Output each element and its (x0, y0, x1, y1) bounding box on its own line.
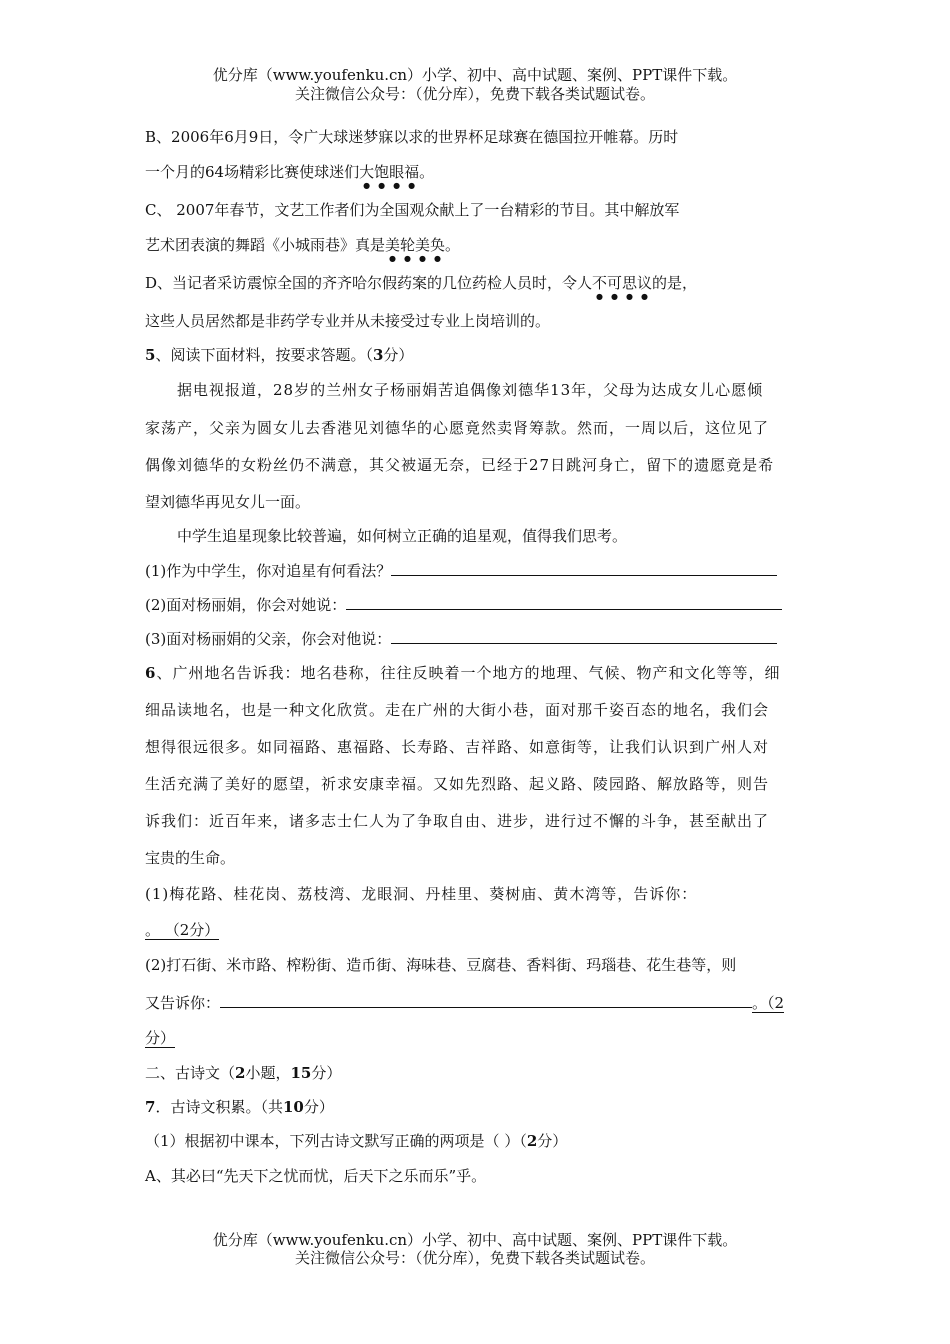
page-header-line2: 关注微信公众号：（优分库），免费下载各类试题试卷。 (294, 85, 655, 103)
q5-title: 5、阅读下面材料，按要求答题。（3分） (145, 346, 414, 364)
q5-passage-line5: 中学生追星现象比较普遍，如何树立正确的追星观，值得我们思考。 (177, 527, 628, 545)
q6-subquestion-1: (1)梅花路、桂花岗、荔枝湾、龙眼洞、丹桂里、葵树庙、黄木湾等，告诉你： (145, 885, 698, 903)
q6-passage-line2: 细品读地名，也是一种文化欣赏。走在广州的大街小巷，面对那千姿百态的地名，我们会 (145, 701, 770, 719)
q5-passage-line1: 据电视报道，28岁的兰州女子杨丽娟苦追偶像刘德华13年，父母为达成女儿心愿倾 (177, 381, 764, 399)
q6-passage-line4: 生活充满了美好的愿望，祈求安康幸福。又如先烈路、起义路、陵园路、解放路等，则告 (145, 775, 770, 793)
q4-option-c-line1: C、 2007年春节，文艺工作者们为全国观众献上了一台精彩的节目。其中解放军 (145, 201, 680, 219)
q5-passage-line4: 望刘德华再见女儿一面。 (145, 493, 311, 511)
q5-subquestion-1: (1)作为中学生，你对追星有何看法？ (145, 561, 777, 581)
q6-subquestion-2-answer: 又告诉你： 。（2 (145, 994, 785, 1012)
emphasis-dots: 美轮美奂 (385, 236, 446, 254)
section-2-title: 二、古诗文（2小题，15分） (145, 1064, 342, 1082)
q5-passage-line2: 家荡产，父亲为圆女儿去香港见刘德华的心愿竟然卖肾筹款。然而，一周以后，这位见了 (145, 419, 770, 437)
answer-blank[interactable] (391, 561, 777, 576)
q4-option-d-line1: D、当记者采访震惊全国的齐齐哈尔假药案的几位药检人员时，令人不可思议的是， (145, 274, 698, 292)
emphasis-dots: 不可思议 (592, 274, 653, 292)
q7-option-a: A、其必曰“先天下之忧而忧，后天下之乐而乐”乎。 (145, 1167, 487, 1185)
answer-blank[interactable] (220, 993, 752, 1008)
q7-title: 7．古诗文积累。（共10分） (145, 1098, 334, 1116)
q6-subquestion-1-answer (145, 920, 219, 940)
answer-blank[interactable] (391, 629, 777, 644)
q6-subquestion-2-score: 分） (145, 1029, 176, 1047)
q5-passage-line3: 偶像刘德华的女粉丝仍不满意，其父被逼无奈，已经于27日跳河身亡，留下的遗愿竟是希 (145, 456, 775, 474)
q4-option-c-line2: 艺术团表演的舞蹈《小城雨巷》真是美轮美奂。 (145, 236, 461, 254)
q5-subquestion-2: (2)面对杨丽娟，你会对她说： (145, 595, 782, 615)
page-footer-line1: 优分库（www.youfenku.cn）小学、初中、高中试题、案例、PPT课件下载。 (212, 1231, 738, 1249)
q6-passage-line3: 想得很远很多。如同福路、惠福路、长寿路、吉祥路、如意街等，让我们认识到广州人对 (145, 738, 770, 756)
q7-subquestion-1: （1）根据初中课本，下列古诗文默写正确的两项是（ ）（2分） (145, 1132, 568, 1150)
page-footer-line2: 关注微信公众号：（优分库），免费下载各类试题试卷。 (294, 1249, 655, 1267)
q6-passage-line6: 宝贵的生命。 (145, 849, 236, 867)
q6-subquestion-2: (2)打石街、米市路、榨粉街、造币街、海味巷、豆腐巷、香料街、玛瑙巷、花生巷等，则 (145, 956, 737, 974)
q6-passage-line1: 6、广州地名告诉我：地名巷称，往往反映着一个地方的地理、气候、物产和文化等等，细 (145, 664, 781, 682)
q4-option-d-line2: 这些人员居然都是非药学专业并从未接受过专业上岗培训的。 (145, 312, 551, 330)
answer-blank[interactable] (346, 595, 782, 610)
q4-option-b-line1: B、2006年6月9日，令广大球迷梦寐以求的世界杯足球赛在德国拉开帷幕。历时 (145, 128, 679, 146)
q4-option-b-line2: 一个月的64场精彩比赛使球迷们大饱眼福。 (145, 163, 435, 181)
q5-subquestion-3: (3)面对杨丽娟的父亲，你会对他说： (145, 629, 777, 649)
q6-passage-line5: 诉我们：近百年来，诸多志士仁人为了争取自由、进步，进行过不懈的斗争，甚至献出了 (145, 812, 770, 830)
answer-blank[interactable]: 。 （2分） (145, 921, 220, 939)
emphasis-dots: 大饱眼福 (359, 163, 420, 181)
page-header-line1: 优分库（www.youfenku.cn）小学、初中、高中试题、案例、PPT课件下载。 (212, 66, 738, 84)
